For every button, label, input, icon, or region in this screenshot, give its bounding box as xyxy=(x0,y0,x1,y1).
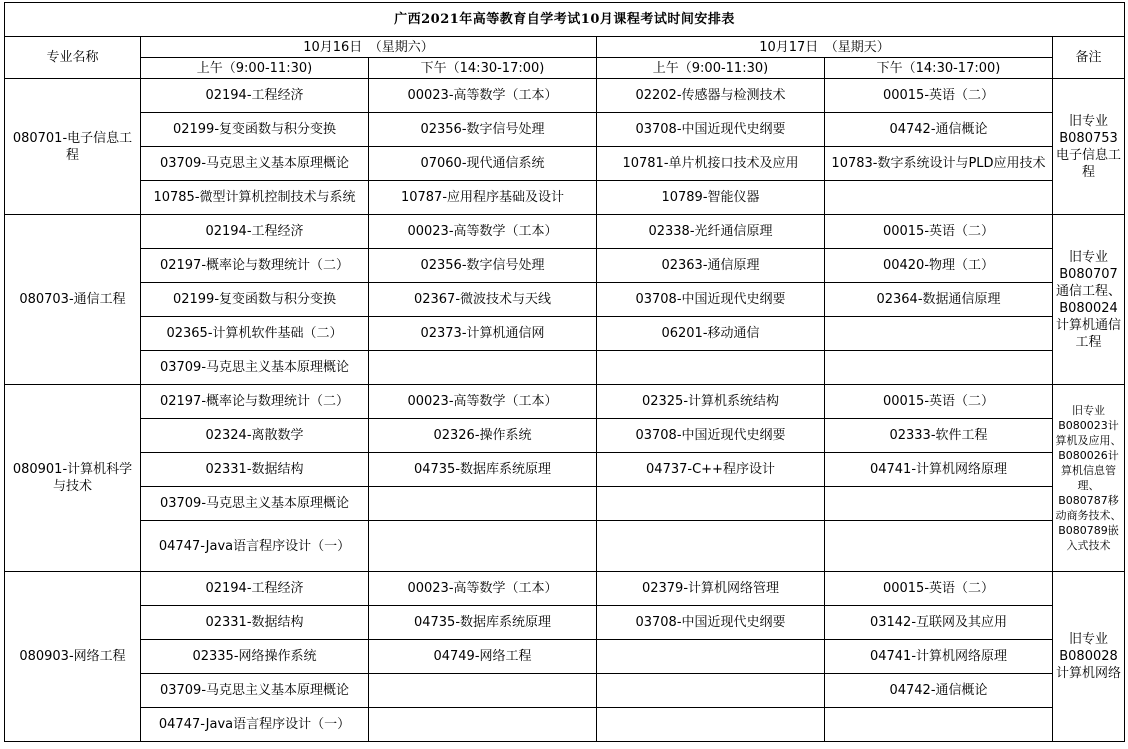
course-cell[interactable]: 03708-中国近现代史纲要 xyxy=(597,283,825,317)
course-cell[interactable]: 00015-英语（二） xyxy=(825,79,1053,113)
course-cell[interactable]: 00023-高等数学（工本） xyxy=(369,79,597,113)
course-cell[interactable]: 10785-微型计算机控制技术与系统 xyxy=(141,181,369,215)
course-cell[interactable]: 04735-数据库系统原理 xyxy=(369,606,597,640)
header-session-am[interactable]: 上午（9:00-11:30) xyxy=(141,58,369,79)
course-cell[interactable] xyxy=(597,351,825,385)
course-cell[interactable]: 02379-计算机网络管理 xyxy=(597,572,825,606)
course-cell[interactable]: 04749-网络工程 xyxy=(369,640,597,674)
course-cell[interactable]: 02335-网络操作系统 xyxy=(141,640,369,674)
course-cell[interactable]: 02197-概率论与数理统计（二） xyxy=(141,249,369,283)
course-cell[interactable] xyxy=(825,487,1053,521)
course-cell[interactable]: 02356-数字信号处理 xyxy=(369,249,597,283)
course-cell[interactable]: 04742-通信概论 xyxy=(825,113,1053,147)
course-cell[interactable]: 10789-智能仪器 xyxy=(597,181,825,215)
major-name-cell[interactable]: 080903-网络工程 xyxy=(5,572,141,742)
note-cell[interactable]: 旧专业B080707通信工程、B080024计算机通信工程 xyxy=(1053,215,1125,385)
course-cell[interactable]: 02356-数字信号处理 xyxy=(369,113,597,147)
course-cell[interactable] xyxy=(825,181,1053,215)
course-cell[interactable]: 00023-高等数学（工本） xyxy=(369,572,597,606)
course-cell[interactable]: 02333-软件工程 xyxy=(825,419,1053,453)
course-cell[interactable]: 03708-中国近现代史纲要 xyxy=(597,113,825,147)
course-cell[interactable]: 02373-计算机通信网 xyxy=(369,317,597,351)
course-cell[interactable]: 02331-数据结构 xyxy=(141,606,369,640)
header-session-am[interactable]: 上午（9:00-11:30) xyxy=(597,58,825,79)
course-cell[interactable]: 02364-数据通信原理 xyxy=(825,283,1053,317)
note-cell[interactable]: 旧专业B080753电子信息工程 xyxy=(1053,79,1125,215)
course-cell[interactable]: 00015-英语（二） xyxy=(825,572,1053,606)
course-cell[interactable] xyxy=(825,521,1053,572)
header-day1[interactable]: 10月16日 （星期六） xyxy=(141,37,597,58)
course-cell[interactable]: 02194-工程经济 xyxy=(141,215,369,249)
header-session-pm[interactable]: 下午（14:30-17:00) xyxy=(369,58,597,79)
course-cell[interactable]: 04737-C++程序设计 xyxy=(597,453,825,487)
course-cell[interactable]: 00015-英语（二） xyxy=(825,215,1053,249)
course-cell[interactable]: 00015-英语（二） xyxy=(825,385,1053,419)
course-cell[interactable] xyxy=(369,521,597,572)
course-cell[interactable]: 02197-概率论与数理统计（二） xyxy=(141,385,369,419)
course-cell[interactable]: 03709-马克思主义基本原理概论 xyxy=(141,674,369,708)
course-cell[interactable] xyxy=(825,317,1053,351)
course-cell[interactable]: 04742-通信概论 xyxy=(825,674,1053,708)
course-cell[interactable]: 10781-单片机接口技术及应用 xyxy=(597,147,825,181)
course-cell[interactable]: 02365-计算机软件基础（二） xyxy=(141,317,369,351)
course-cell[interactable] xyxy=(597,487,825,521)
course-cell[interactable]: 02325-计算机系统结构 xyxy=(597,385,825,419)
course-cell[interactable]: 02199-复变函数与积分变换 xyxy=(141,113,369,147)
course-cell[interactable]: 03708-中国近现代史纲要 xyxy=(597,606,825,640)
major-name-cell[interactable]: 080701-电子信息工程 xyxy=(5,79,141,215)
course-cell[interactable] xyxy=(369,708,597,742)
note-cell[interactable]: 旧专业B080023计算机及应用、B080026计算机信息管理、B080787移动商务技术、B080789嵌入式技术 xyxy=(1053,385,1125,572)
course-cell[interactable]: 04735-数据库系统原理 xyxy=(369,453,597,487)
course-cell[interactable] xyxy=(369,351,597,385)
course-cell[interactable]: 02324-离散数学 xyxy=(141,419,369,453)
course-cell[interactable]: 02326-操作系统 xyxy=(369,419,597,453)
course-cell[interactable]: 03708-中国近现代史纲要 xyxy=(597,419,825,453)
header-major[interactable]: 专业名称 xyxy=(5,37,141,79)
course-cell[interactable]: 02331-数据结构 xyxy=(141,453,369,487)
course-cell[interactable]: 02199-复变函数与积分变换 xyxy=(141,283,369,317)
course-cell[interactable]: 02367-微波技术与天线 xyxy=(369,283,597,317)
course-cell[interactable] xyxy=(369,487,597,521)
course-cell[interactable]: 04747-Java语言程序设计（一） xyxy=(141,708,369,742)
course-cell[interactable] xyxy=(597,674,825,708)
major-name-cell[interactable]: 080901-计算机科学与技术 xyxy=(5,385,141,572)
major-name-cell[interactable]: 080703-通信工程 xyxy=(5,215,141,385)
course-cell[interactable] xyxy=(597,708,825,742)
course-cell[interactable]: 03709-马克思主义基本原理概论 xyxy=(141,351,369,385)
course-cell[interactable]: 04741-计算机网络原理 xyxy=(825,640,1053,674)
course-cell[interactable]: 02202-传感器与检测技术 xyxy=(597,79,825,113)
course-cell[interactable]: 07060-现代通信系统 xyxy=(369,147,597,181)
course-cell[interactable]: 10783-数字系统设计与PLD应用技术 xyxy=(825,147,1053,181)
course-cell[interactable]: 02363-通信原理 xyxy=(597,249,825,283)
course-cell[interactable]: 03142-互联网及其应用 xyxy=(825,606,1053,640)
course-cell[interactable]: 04747-Java语言程序设计（一） xyxy=(141,521,369,572)
course-cell[interactable] xyxy=(369,674,597,708)
course-cell[interactable] xyxy=(597,640,825,674)
note-cell[interactable]: 旧专业B080028计算机网络 xyxy=(1053,572,1125,742)
course-cell[interactable]: 10787-应用程序基础及设计 xyxy=(369,181,597,215)
page-title[interactable]: 广西2021年高等教育自学考试10月课程考试时间安排表 xyxy=(5,3,1125,37)
header-session-pm[interactable]: 下午（14:30-17:00) xyxy=(825,58,1053,79)
course-cell[interactable]: 04741-计算机网络原理 xyxy=(825,453,1053,487)
course-cell[interactable]: 00023-高等数学（工本） xyxy=(369,215,597,249)
course-cell[interactable]: 06201-移动通信 xyxy=(597,317,825,351)
course-cell[interactable]: 02338-光纤通信原理 xyxy=(597,215,825,249)
course-cell[interactable] xyxy=(825,351,1053,385)
course-cell[interactable]: 03709-马克思主义基本原理概论 xyxy=(141,487,369,521)
course-cell[interactable]: 02194-工程经济 xyxy=(141,79,369,113)
header-day2[interactable]: 10月17日 （星期天） xyxy=(597,37,1053,58)
course-cell[interactable]: 02194-工程经济 xyxy=(141,572,369,606)
course-cell[interactable]: 03709-马克思主义基本原理概论 xyxy=(141,147,369,181)
course-cell[interactable] xyxy=(597,521,825,572)
course-cell[interactable]: 00023-高等数学（工本） xyxy=(369,385,597,419)
course-cell[interactable]: 00420-物理（工） xyxy=(825,249,1053,283)
course-cell[interactable] xyxy=(825,708,1053,742)
exam-schedule-table xyxy=(4,2,1125,742)
header-notes[interactable]: 备注 xyxy=(1053,37,1125,79)
